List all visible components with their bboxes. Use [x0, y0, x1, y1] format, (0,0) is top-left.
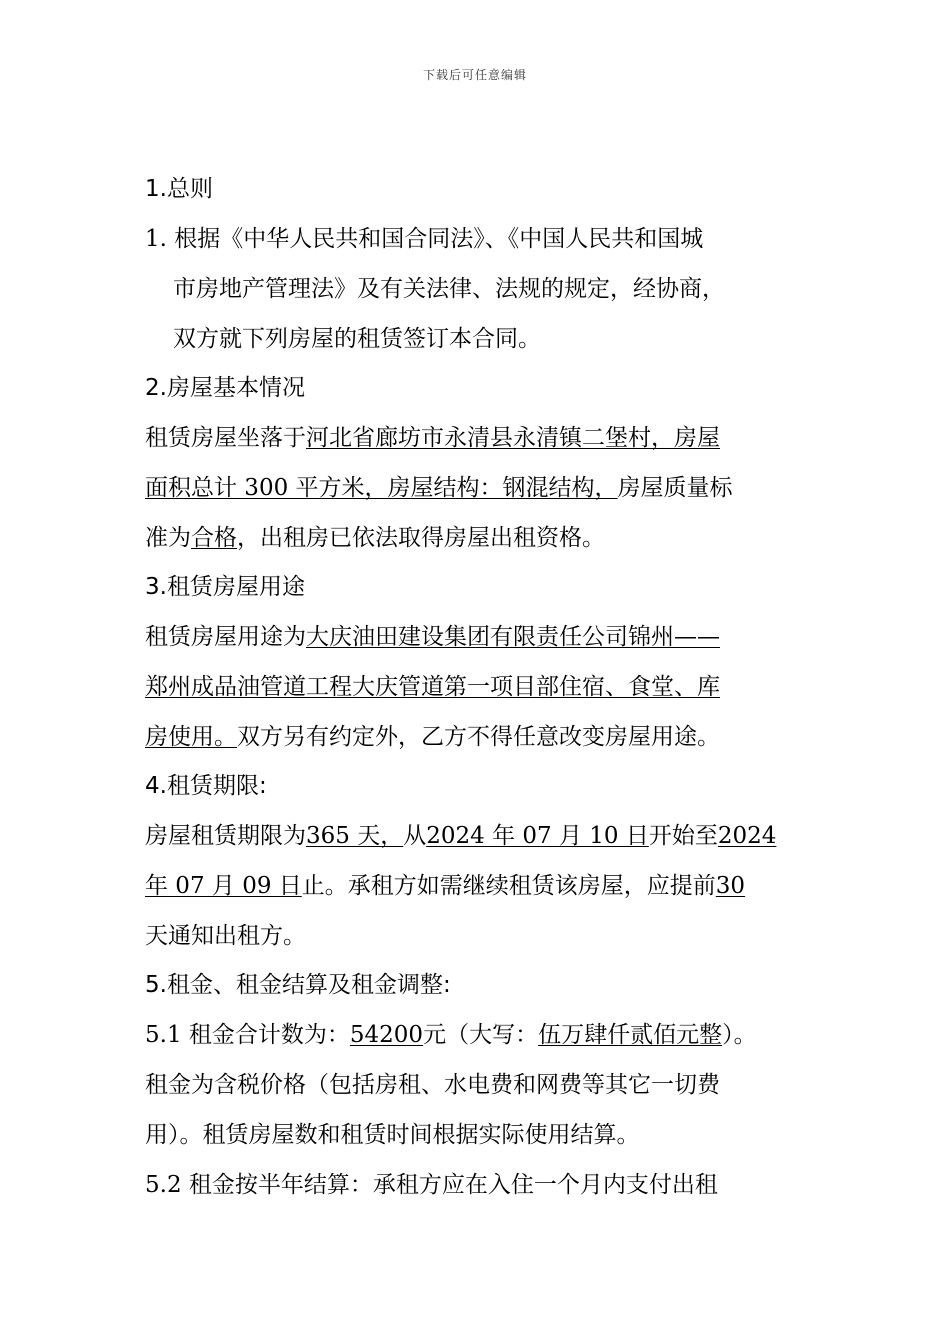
property-use: 房使用。 [145, 724, 237, 750]
section-3-line-1 [145, 612, 805, 662]
section-1-line-2: 市房地产管理法》及有关法律、法规的规定，经协商， [173, 276, 725, 302]
section-5-text: 元（大写： [423, 1022, 539, 1048]
property-use: 郑州成品油管道工程大庆管道第一项目部住宿、食堂、库 [145, 674, 720, 700]
section-1-heading: 1.总则 [145, 176, 213, 202]
section-5-1-line-3: 用）。租赁房屋数和租赁时间根据实际使用结算。 [145, 1122, 640, 1148]
section-3-heading: 3.租赁房屋用途 [145, 574, 305, 600]
section-2-text: 房屋质量标 [617, 475, 733, 501]
section-5-1-line-2: 租金为含税价格（包括房租、水电费和网费等其它一切费 [145, 1072, 720, 1098]
lease-duration: 365 天， [306, 823, 404, 849]
property-use: 大庆油田建设集团有限责任公司锦州—— [306, 624, 720, 650]
rent-amount-in-words: 伍万肆仟贰佰元整 [538, 1022, 723, 1048]
section-4-line-1 [145, 811, 805, 861]
section-2-line-1 [145, 413, 805, 463]
section-2-text: 准为 [145, 525, 191, 551]
section-5-text: 5.1 租金合计数为： [145, 1022, 350, 1048]
section-5-text: ）。 [722, 1022, 757, 1048]
property-quality: 合格 [191, 525, 237, 551]
section-3-text: 双方另有约定外，乙方不得任意改变房屋用途。 [237, 724, 720, 750]
section-4-text: 从 [403, 823, 427, 849]
section-4-text: 开始至 [648, 823, 718, 849]
contract-body [145, 165, 805, 1210]
section-1-line-1: 1. 根据《中华人民共和国合同法》、《中国人民共和国城 [145, 226, 704, 252]
section-4-heading: 4.租赁期限: [145, 773, 267, 799]
section-5-heading: 5.租金、租金结算及租金调整: [145, 972, 451, 998]
section-2-line-2 [145, 463, 805, 513]
lease-end-date: 2024 [717, 823, 777, 849]
section-5-2-line-1: 5.2 租金按半年结算：承租方应在入住一个月内支付出租 [145, 1172, 718, 1198]
property-location: 河北省廊坊市永清县永清镇二堡村，房屋 [306, 425, 720, 451]
rent-amount: 54200 [349, 1022, 424, 1048]
section-3-text: 租赁房屋用途为 [145, 624, 306, 650]
section-2-text: ，出租房已依法取得房屋出租资格。 [237, 525, 605, 551]
section-4-line-2 [145, 861, 805, 911]
notice-days: 30 [715, 873, 746, 899]
section-4-text: 止。承租方如需继续租赁该房屋，应提前 [301, 873, 716, 899]
page-header-note: 下载后可任意编辑 [422, 68, 527, 82]
lease-start-date: 2024 年 07 月 10 日 [426, 823, 649, 849]
lease-end-date: 年 07 月 09 日 [145, 873, 302, 899]
section-2-text: 租赁房屋坐落于 [145, 425, 306, 451]
section-4-line-3: 天通知出租方。 [145, 923, 306, 949]
section-2-heading: 2.房屋基本情况 [145, 375, 305, 401]
section-3-line-3 [145, 712, 805, 762]
section-1-line-3: 双方就下列房屋的租赁签订本合同。 [173, 326, 541, 352]
property-area-structure: 面积总计 300 平方米，房屋结构：钢混结构， [145, 475, 618, 501]
section-3-line-2 [145, 662, 805, 712]
section-4-text: 房屋租赁期限为 [145, 823, 306, 849]
section-5-1-line-1 [145, 1010, 805, 1060]
section-2-line-3 [145, 513, 805, 563]
